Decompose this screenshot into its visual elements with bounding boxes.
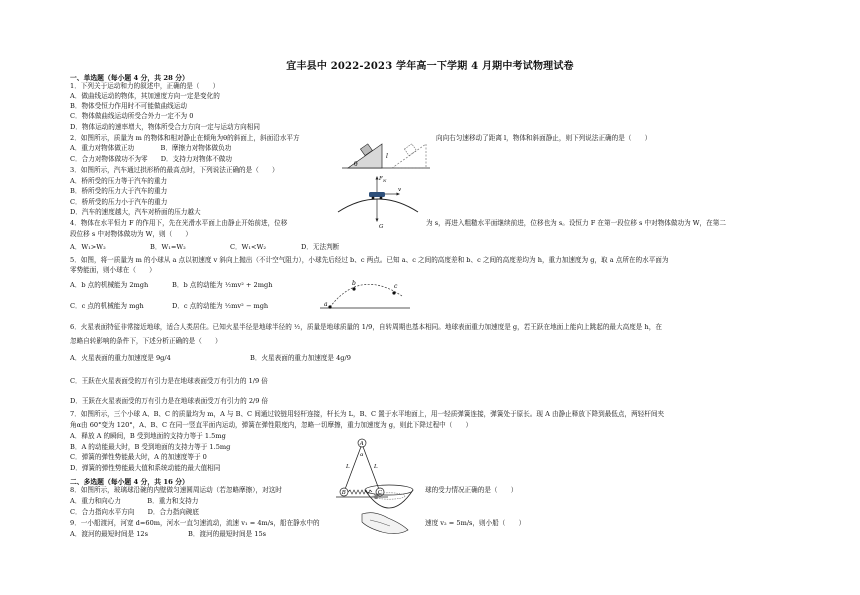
q4-option-d: D．无法判断 <box>301 243 340 251</box>
q5-trajectory-path <box>330 284 402 307</box>
q3-option-c: C．桥所受的压力小于汽车的重力 <box>70 198 168 206</box>
q8-bowl-figure <box>358 480 420 538</box>
q4-stem-line2: 段位移 s 中对物体做功为 W，则（ ） <box>70 230 192 238</box>
q3-bridge-arc <box>338 199 418 212</box>
q7-label-alpha: α <box>360 452 364 458</box>
q9-stem-right: 速度 v₂ = 5m/s，则小船（ ） <box>425 519 526 527</box>
q5-trajectory-figure <box>318 276 412 312</box>
q2-block-dashed <box>404 144 416 156</box>
q8-glass-ball <box>374 495 378 499</box>
q3-option-b: B．桥所受的压力大于汽车的重力 <box>70 187 168 195</box>
q7-label-l-left: L <box>346 464 350 470</box>
q6-stem-line2: 忽略自转影响的条件下，下述分析正确的是（ ） <box>70 337 222 345</box>
q8-bowl-rim <box>365 485 413 495</box>
q8-stem-left: 8．如图所示，玻璃球沿碗的内壁做匀速圆周运动（若忽略摩擦），对这时 <box>70 486 282 494</box>
q7-label-b: B <box>341 490 346 496</box>
q4-stem-left: 4．物体在水平恒力 F 的作用下，先在光滑水平面上由静止开始前进，位移 <box>70 219 288 227</box>
page-title: 宜丰县中 2022-2023 学年高一下学期 4 月期中考试物理试卷 <box>286 61 574 72</box>
q8-options-ab: A．重力和向心力 B．重力和支持力 <box>70 497 199 505</box>
q8-stem-right: 球的受力情况正确的是（ ） <box>425 486 518 494</box>
q4-option-a: A．W₁>W₂ <box>70 243 106 251</box>
q6-option-d: D．王跃在火星表面受的万有引力是在地球表面受万有引力的 2/9 倍 <box>70 397 269 405</box>
q7-stem-line2: 角α由 60°变为 120°，A、B、C 在同一竖直平面内运动，弹簧在弹性限度内，忽略一切摩擦，重力加速度为 g，则此下降过程中（ ） <box>70 421 473 429</box>
q6-stem: 6．火星表面特征非常接近地球，适合人类居住。已知火星半径是地球半径的 ½，质量是地球质量的 1/9，自转周期也基本相同。地球表面重力加速度是 g，若王跃在地面上能向上跳起的最大高度是 h，在 <box>70 323 662 331</box>
q5-point-a <box>328 305 331 308</box>
q5-option-a: A．b 点的机械能为 2mgh <box>70 281 149 289</box>
q3-stem: 3．如图所示，汽车通过拱形桥的最高点时，下列说法正确的是（ ） <box>70 166 279 174</box>
q4-stem-right: 为 s，再进入粗糙水平面继续前进，位移也为 s。设恒力 F 在第一段位移 s 中对物体做功为 W，在第二 <box>426 219 726 227</box>
q5-option-b: B．b 点的动能为 ½mv² + 2mgh <box>172 281 273 289</box>
q8-hand-drawing <box>362 513 408 534</box>
q7-stem: 7．如图所示，三个小球 A、B、C 的质量均为 m，A 与 B、C 间通过铰链用轻杆连接，杆长为 L，B、C 置于水平地面上，用一轻质弹簧连接，弹簧处于原长。现 A 由静止释放下降到最低点，两轻杆间夹 <box>70 410 665 418</box>
q1-option-a: A．做曲线运动的物体，其加速度方向一定是变化的 <box>70 92 220 100</box>
q5-stem-line2: 零势能面，则小球在（ ） <box>70 266 156 274</box>
q2-incline-figure <box>342 134 432 170</box>
q4-option-c: C．W₁<W₂ <box>230 243 267 251</box>
q6-option-b: B．火星表面的重力加速度是 4g/9 <box>250 354 351 362</box>
q3-fn-label: F <box>379 176 383 182</box>
q5-stem: 5．如图，将一质量为 m 的小球从 a 点以初速度 v 斜向上抛出（不计空气阻力），小球先后经过 b、c 两点。已知 a、c 之间的高度差和 b、c 之间的高度差均为 h，重力加速度为 g，取 a 点所在的水平面为 <box>70 256 669 264</box>
q2-l-label: l <box>386 153 388 160</box>
q6-option-c: C．王跃在火星表面受的万有引力是在地球表面受万有引力的 1/9 倍 <box>70 377 268 385</box>
q5-label-a: a <box>324 301 328 308</box>
q8-orbit-path <box>373 493 405 499</box>
q3-g-label: G <box>379 224 384 230</box>
q2-incline-dashed <box>392 144 426 168</box>
q4-option-b: B．W₁=W₂ <box>150 243 186 251</box>
q3-car-wheel-left <box>372 197 375 200</box>
q5-point-c <box>392 291 395 294</box>
q5-option-c: C．c 点的机械能为 mgh <box>70 302 144 310</box>
q7-option-c: C．弹簧的弹性势能最大时，A 的加速度等于 0 <box>70 453 207 461</box>
q2-stem-right: 向向右匀速移动了距离 l，物体和斜面静止，则下列说法正确的是（ ） <box>436 134 652 142</box>
q3-bridge-figure <box>336 172 420 230</box>
q1-option-d: D．物体运动的速率增大，物体所受合力方向一定与运动方向相同 <box>70 123 260 131</box>
q1-option-b: B．物体受恒力作用时不可能做曲线运动 <box>70 102 187 110</box>
q9-stem-left: 9．一小船渡河，河宽 d=60m，河水一直匀速流动，流速 v₁ = 4m/s，船在静水中的 <box>70 519 320 527</box>
q3-car-body <box>369 192 385 197</box>
q5-point-b <box>352 287 355 290</box>
q7-label-l-right: L <box>374 464 378 470</box>
q5-option-d: D．c 点的动能为 ½mv² − mgh <box>172 302 269 310</box>
q7-label-a: A <box>359 441 364 447</box>
q3-fn-subscript: N <box>383 178 387 183</box>
q2-stem-left: 2．如图所示，质量为 m 的物体和相对静止在倾角为θ的斜面上，斜面沿水平方 <box>70 134 300 142</box>
section-single-choice: 一、单选题（每小题 4 分，共 28 分） <box>70 74 189 82</box>
q1-stem: 1．下列关于运动和力的叙述中，正确的是（ ） <box>70 82 220 90</box>
q7-option-a: A．释放 A 的瞬间，B 受到地面的支持力等于 1.5mg <box>70 432 226 440</box>
q3-option-d: D．汽车的速度越大，汽车对桥面的压力越大 <box>70 208 201 216</box>
q8-options-cd: C．合力指向水平方向 D．合力指向碗底 <box>70 508 200 516</box>
q2-options-ab: A．重力对物体做正功 B．摩擦力对物体做负功 <box>70 144 232 152</box>
q7-option-d: D．弹簧的弹性势能最大值和系统动能的最大值相同 <box>70 464 221 472</box>
q3-v-label: v <box>398 187 402 193</box>
q5-label-c: c <box>394 283 398 290</box>
q3-option-a: A．桥所受的压力等于汽车的重力 <box>70 177 168 185</box>
q3-gravity-arrowhead <box>376 219 379 223</box>
section-multiple-choice: 二、多选题（每小题 4 分，共 16 分） <box>70 478 189 486</box>
q1-option-c: C．物体做曲线运动所受合外力一定不为 0 <box>70 112 194 120</box>
q9-option-b: B．渡河的最短时间是 15s <box>188 530 267 538</box>
q7-option-b: B．A 的动能最大时，B 受到地面的支持力等于 1.5mg <box>70 443 231 451</box>
q3-car-wheel-right <box>380 197 383 200</box>
q5-label-b: b <box>352 280 356 287</box>
q2-theta-label: θ <box>354 161 358 168</box>
q6-option-a: A．火星表面的重力加速度是 9g/4 <box>70 354 171 362</box>
q7-label-c: C <box>377 490 383 496</box>
q2-options-cd: C．合力对物体做功不为零 D．支持力对物体不做功 <box>70 155 232 163</box>
q9-option-a: A．渡河的最短时间是 12s <box>70 530 148 538</box>
